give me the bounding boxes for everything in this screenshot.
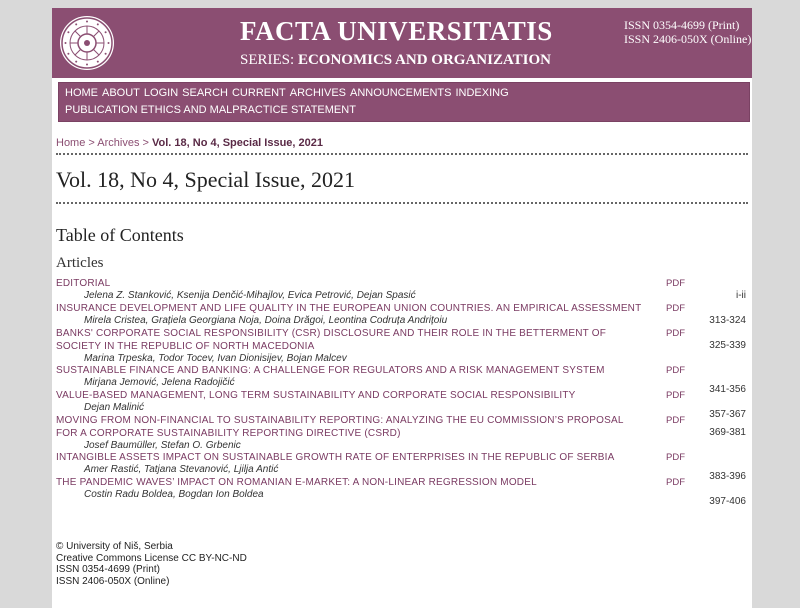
breadcrumb-separator: > (85, 137, 98, 149)
article-pages: 357-367 (709, 409, 746, 420)
nav-publication-ethics[interactable]: PUBLICATION ETHICS AND MALPRACTICE STATEMENT (65, 104, 356, 116)
footer-issn-print: ISSN 0354-4699 (Print) (56, 564, 160, 575)
issn-block (624, 18, 751, 46)
article-title-link[interactable]: MOVING FROM NON-FINANCIAL TO SUSTAINABILITY REPORTING: ANALYZING THE EU COMMISSION’S PROPOSAL FOR A CORPORATE SUSTAINABILITY REPORTING DIRECTIVE (CSRD) (56, 415, 624, 439)
article-authors: Mirjana Jemović, Jelena Radojičić (84, 377, 235, 388)
journal-title: FACTA UNIVERSITATIS (240, 16, 553, 46)
article-title-link[interactable]: INTANGIBLE ASSETS IMPACT ON SUSTAINABLE GROWTH RATE OF ENTERPRISES IN THE REPUBLIC OF SERBIA (56, 452, 615, 463)
university-seal-logo (58, 14, 116, 72)
article-pdf-link[interactable]: PDF (666, 452, 685, 463)
article-pages: 341-356 (709, 384, 746, 395)
footer-copyright: © University of Niš, Serbia (56, 541, 173, 552)
article-pages: 325-339 (709, 340, 746, 351)
breadcrumb-current: Vol. 18, No 4, Special Issue, 2021 (152, 137, 324, 149)
breadcrumb-archives-link[interactable]: Archives (97, 137, 140, 149)
issn-print: ISSN 0354-4699 (Print) (624, 18, 740, 32)
article-pdf-link[interactable]: PDF (666, 390, 685, 401)
article-pdf-link[interactable]: PDF (666, 328, 685, 339)
article-title-link[interactable]: BANKS' CORPORATE SOCIAL RESPONSIBILITY (CSR) DISCLOSURE AND THEIR ROLE IN THE BETTERMENT OF SOCIETY IN THE REPUBLIC OF NORTH MACEDONIA (56, 328, 607, 352)
article-pages: 369-381 (709, 427, 746, 438)
nav-row-1 (65, 87, 513, 99)
nav-archives[interactable]: ARCHIVES (289, 87, 347, 99)
article-title-link[interactable]: VALUE-BASED MANAGEMENT, LONG TERM SUSTAINABILITY AND CORPORATE SOCIAL RESPONSIBILITY (56, 390, 576, 401)
article-pages: 313-324 (709, 315, 746, 326)
article-pdf-link[interactable]: PDF (666, 415, 685, 426)
article-pdf-link[interactable]: PDF (666, 365, 685, 376)
journal-series (240, 52, 551, 69)
main-navigation (58, 82, 750, 122)
nav-login[interactable]: LOGIN (143, 87, 179, 99)
footer-license: Creative Commons License CC BY-NC-ND (56, 552, 247, 564)
article-authors: Dejan Malinić (84, 402, 145, 413)
article-authors: Amer Rastić, Tatjana Stevanović, Ljilja Antić (84, 464, 279, 475)
page-title: Vol. 18, No 4, Special Issue, 2021 (56, 167, 356, 192)
breadcrumb-separator: > (139, 137, 153, 149)
dotted-divider (56, 153, 748, 155)
site-footer (56, 541, 247, 587)
nav-home[interactable]: HOME (65, 87, 98, 99)
series-prefix: SERIES: (240, 52, 298, 68)
article-pages: 397-406 (709, 496, 746, 507)
article-title-link[interactable]: INSURANCE DEVELOPMENT AND LIFE QUALITY IN THE EUROPEAN UNION COUNTRIES. AN EMPIRICAL ASSESSMENT (56, 303, 642, 314)
article-authors: Costin Radu Boldea, Bogdan Ion Boldea (84, 489, 264, 500)
breadcrumb (56, 137, 323, 149)
nav-announcements[interactable]: ANNOUNCEMENTS (350, 87, 452, 99)
article-pages: 383-396 (709, 471, 746, 482)
nav-current[interactable]: CURRENT (231, 87, 286, 99)
site-header (52, 8, 752, 78)
article-authors: Josef Baumüller, Stefan O. Grbenic (84, 440, 241, 451)
breadcrumb-home-link[interactable]: Home (56, 137, 86, 149)
footer-issn-online: ISSN 2406-050X (Online) (56, 575, 170, 587)
issn-online: ISSN 2406-050X (Online) (624, 32, 752, 46)
nav-row-2 (65, 104, 360, 116)
article-title-link[interactable]: EDITORIAL (56, 278, 111, 289)
toc-heading: Table of Contents (56, 225, 184, 245)
article-authors: Mirela Cristea, Grațiela Georgiana Noja, Doina Drăgoi, Leontina Codruța Andrițoiu (84, 315, 448, 326)
article-title-link[interactable]: THE PANDEMIC WAVES’ IMPACT ON ROMANIAN E-MARKET: A NON-LINEAR REGRESSION MODEL (56, 477, 537, 488)
nav-about[interactable]: ABOUT (102, 87, 140, 99)
article-authors: Jelena Z. Stanković, Ksenija Denčić-Mihajlov, Evica Petrović, Dejan Spasić (84, 290, 416, 301)
article-pdf-link[interactable]: PDF (666, 303, 685, 314)
nav-search[interactable]: SEARCH (182, 87, 228, 99)
article-pdf-link[interactable]: PDF (666, 477, 685, 488)
series-name: ECONOMICS AND ORGANIZATION (297, 52, 552, 68)
articles-section-heading: Articles (56, 255, 104, 271)
article-title-link[interactable]: SUSTAINABLE FINANCE AND BANKING: A CHALLENGE FOR REGULATORS AND A RISK MANAGEMENT SYSTEM (56, 365, 605, 376)
article-authors: Marina Trpeska, Todor Tocev, Ivan Dionisijev, Bojan Malcev (84, 353, 347, 364)
nav-indexing[interactable]: INDEXING (455, 87, 509, 99)
page-container (52, 8, 752, 608)
article-pages: i-ii (736, 290, 746, 301)
article-pdf-link[interactable]: PDF (666, 278, 685, 289)
dotted-divider (56, 202, 748, 204)
